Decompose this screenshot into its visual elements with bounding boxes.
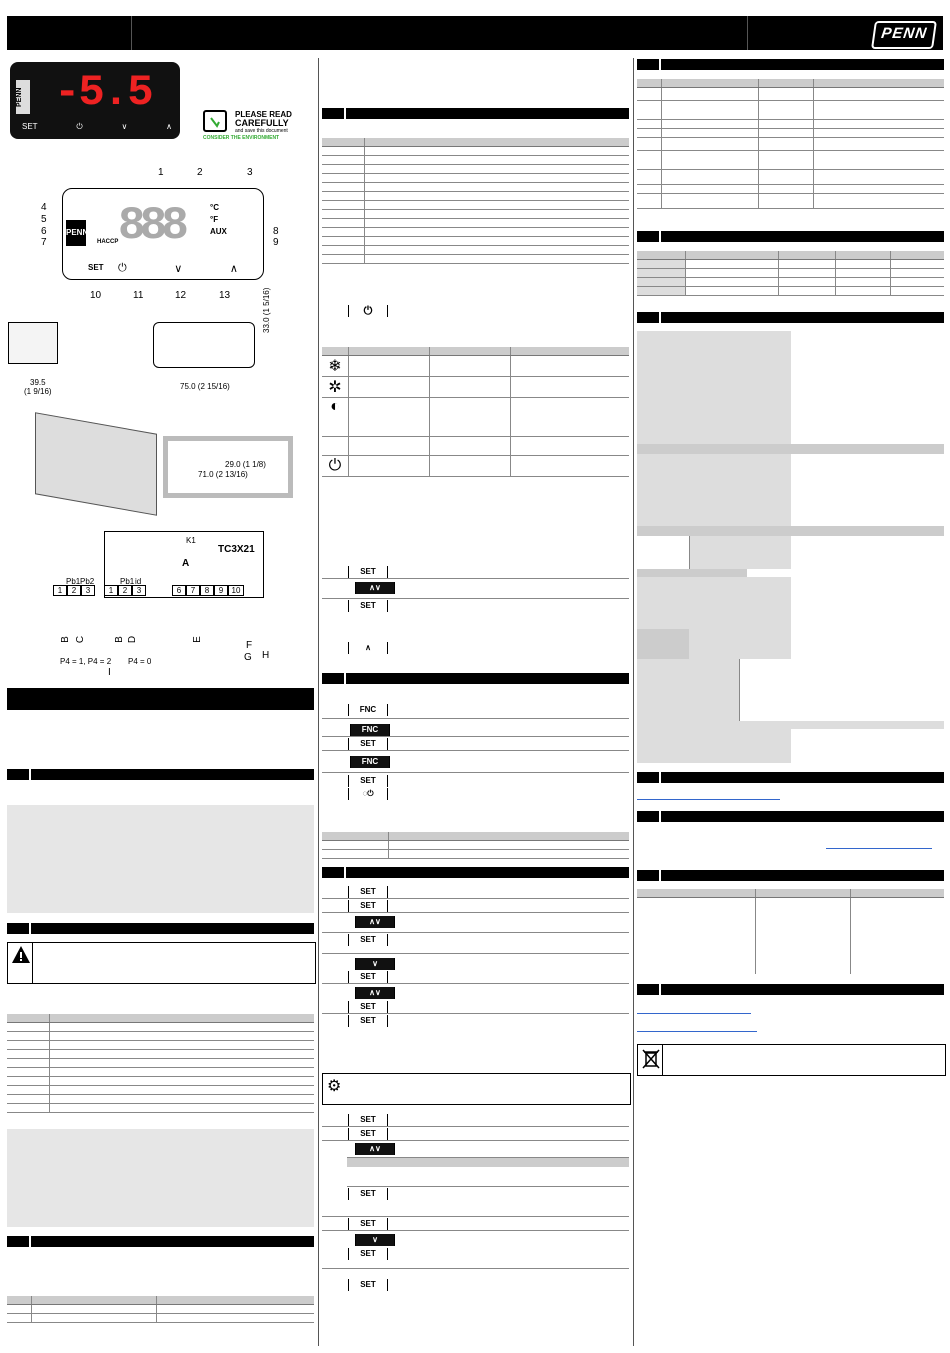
set-key-box: SET bbox=[348, 1001, 388, 1013]
set-key-box: SET bbox=[348, 1279, 388, 1291]
terminal: 3 bbox=[132, 585, 146, 596]
wire-label-b: B bbox=[59, 636, 71, 643]
section-header bbox=[637, 59, 944, 70]
callout-12: 12 bbox=[175, 290, 187, 301]
row-divider bbox=[322, 1230, 629, 1231]
power-icon: ⏻ bbox=[328, 457, 342, 474]
wire-label-g: G bbox=[244, 652, 252, 663]
panel-digits: 888 bbox=[118, 200, 183, 252]
display-photo bbox=[10, 62, 180, 139]
info-box bbox=[7, 805, 314, 913]
set-key-box: SET bbox=[348, 1114, 388, 1126]
gears-icon: ⚙ bbox=[327, 1078, 342, 1095]
snowflake-icon: ❄ bbox=[328, 358, 342, 375]
set-key-box: SET bbox=[348, 1248, 388, 1260]
callout-10: 10 bbox=[90, 290, 102, 301]
up-down-key-box: ∧∨ bbox=[355, 916, 395, 928]
callout-1: 1 bbox=[158, 167, 164, 178]
set-key-box: SET bbox=[348, 1188, 388, 1200]
led-reading: -5.5 bbox=[54, 68, 152, 118]
row-divider bbox=[322, 718, 629, 719]
model-label: TC3X21 bbox=[218, 544, 255, 555]
link-2[interactable] bbox=[826, 848, 932, 849]
set-key[interactable]: SET bbox=[22, 122, 38, 131]
warning-box bbox=[7, 942, 316, 984]
wire-label-f: F bbox=[246, 640, 253, 651]
height-dim-inch: (1 5/16) bbox=[262, 287, 271, 316]
terminal: 1 bbox=[104, 585, 118, 596]
terminal: 8 bbox=[200, 585, 214, 596]
unit-aux: AUX bbox=[210, 227, 227, 236]
read-line-4: CONSIDER THE ENVIRONMENT bbox=[203, 135, 280, 141]
row-divider bbox=[322, 750, 629, 751]
mid-table-1 bbox=[322, 138, 629, 264]
chevron-up-icon: ∧ bbox=[229, 263, 238, 275]
callout-5: 5 bbox=[41, 214, 47, 225]
read-line-3: and save this document bbox=[235, 128, 288, 134]
up-down-key-box: ∧∨ bbox=[355, 987, 395, 999]
wire-label-b2: B bbox=[113, 636, 125, 643]
photo-brand-badge: PENN bbox=[16, 80, 30, 114]
row-divider bbox=[322, 912, 629, 913]
row-divider bbox=[322, 598, 629, 599]
unit-fahrenheit: °F bbox=[210, 215, 219, 224]
header-divider bbox=[747, 16, 748, 50]
row-divider bbox=[322, 1140, 629, 1141]
section-header bbox=[637, 984, 944, 995]
terminal: 2 bbox=[118, 585, 132, 596]
panel-key-row bbox=[118, 262, 238, 275]
terminal: 6 bbox=[172, 585, 186, 596]
mounting-illustration bbox=[35, 412, 157, 516]
defrost-icon: ✲ bbox=[328, 379, 342, 396]
set-key-box: SET bbox=[348, 971, 388, 983]
callout-13: 13 bbox=[219, 290, 231, 301]
row-divider bbox=[322, 736, 629, 737]
up-down-key-box: ∧∨ bbox=[355, 1143, 395, 1155]
height-dim bbox=[262, 288, 271, 333]
up-key[interactable]: ∧ bbox=[166, 122, 172, 131]
section-header bbox=[7, 769, 314, 780]
cutout-width: 71.0 (2 13/16) bbox=[198, 470, 248, 479]
callout-2: 2 bbox=[197, 167, 203, 178]
callout-9: 9 bbox=[273, 237, 279, 248]
terminal: 3 bbox=[81, 585, 95, 596]
unit-celsius: °C bbox=[210, 203, 219, 212]
fnc-key-box: FNC bbox=[348, 704, 388, 716]
relay-label: K1 bbox=[186, 536, 196, 545]
front-view bbox=[153, 322, 255, 368]
down-key-box: ∨ bbox=[355, 958, 395, 970]
set-key-box: SET bbox=[348, 1128, 388, 1140]
read-line-1: PLEASE READ bbox=[235, 110, 292, 119]
section-header bbox=[637, 870, 944, 881]
depth-dim: 39.5 bbox=[30, 378, 46, 387]
warning-icon bbox=[11, 945, 31, 965]
lamp-power-key: ◌⏻ bbox=[348, 788, 388, 800]
row-divider bbox=[322, 1013, 629, 1014]
section-header bbox=[322, 108, 629, 119]
read-notice bbox=[203, 110, 303, 144]
side-view bbox=[8, 322, 58, 364]
header-bar bbox=[7, 16, 943, 50]
section-banner bbox=[7, 688, 314, 710]
wire-label-e: E bbox=[191, 636, 203, 643]
section-header bbox=[637, 811, 944, 822]
section-header bbox=[637, 772, 944, 783]
panel-brand-badge: PENN bbox=[66, 220, 86, 246]
depth-dim-inch: (1 9/16) bbox=[24, 387, 52, 396]
section-header bbox=[322, 673, 629, 684]
callout-6: 6 bbox=[41, 226, 47, 237]
terminal: 10 bbox=[228, 585, 244, 596]
section-header bbox=[637, 312, 944, 323]
set-key-box: SET bbox=[348, 738, 388, 750]
row-divider bbox=[322, 772, 629, 773]
probe-label-id: id bbox=[135, 577, 142, 586]
right-table-3 bbox=[637, 889, 944, 974]
down-key-box: ∨ bbox=[355, 1234, 395, 1246]
haccp-label: HACCP bbox=[97, 239, 119, 245]
set-key-box: SET bbox=[348, 600, 388, 612]
wiring-note-1: P4 = 1, P4 = 2 bbox=[60, 657, 112, 666]
param-subtable bbox=[347, 1157, 629, 1187]
probe-label-pb2: Pb2 bbox=[80, 577, 95, 586]
cutout-height: 29.0 (1 1/8) bbox=[225, 460, 266, 469]
set-key-box: SET bbox=[348, 900, 388, 912]
section-header bbox=[7, 923, 314, 934]
right-table-1 bbox=[637, 79, 944, 209]
set-key-box: SET bbox=[348, 934, 388, 946]
section-header bbox=[637, 231, 944, 242]
settings-note-box bbox=[322, 1073, 631, 1105]
set-key-box: SET bbox=[348, 775, 388, 787]
eco-icon: ◐ bbox=[330, 398, 340, 415]
power-key[interactable]: ⏻ bbox=[76, 122, 83, 131]
info-box bbox=[7, 1129, 314, 1227]
row-divider bbox=[322, 953, 629, 954]
set-key-box: SET bbox=[348, 1218, 388, 1230]
fnc-key-dark: FNC bbox=[350, 756, 390, 768]
disposal-box bbox=[637, 1044, 946, 1076]
set-key-box: SET bbox=[348, 886, 388, 898]
power-icon: ⏻ bbox=[118, 262, 127, 274]
terminal-group-1 bbox=[53, 585, 95, 596]
row-divider bbox=[322, 983, 629, 984]
terminal: 2 bbox=[67, 585, 81, 596]
fnc-key-dark: FNC bbox=[350, 724, 390, 736]
right-table-2 bbox=[637, 251, 944, 296]
wire-label-h: H bbox=[262, 650, 270, 661]
set-key-box: SET bbox=[348, 1015, 388, 1027]
read-line-2: CAREFULLY bbox=[235, 118, 289, 128]
callout-3: 3 bbox=[247, 167, 253, 178]
spec-table bbox=[637, 331, 944, 763]
callout-7: 7 bbox=[41, 237, 47, 248]
relay-terminal: A bbox=[182, 558, 190, 569]
header-divider bbox=[131, 16, 132, 50]
brand-logo: PENN bbox=[871, 21, 937, 49]
width-dim: 75.0 (2 15/16) bbox=[180, 382, 230, 391]
terminal-group-2 bbox=[104, 585, 146, 596]
link-1[interactable] bbox=[637, 799, 780, 800]
wire-label-c: C bbox=[75, 635, 87, 644]
row-divider bbox=[322, 1216, 629, 1217]
photo-keys bbox=[22, 122, 172, 132]
down-key[interactable]: ∨ bbox=[121, 122, 128, 131]
row-divider bbox=[322, 1268, 629, 1269]
recycle-bin-crossed-icon bbox=[642, 1048, 660, 1070]
left-table-1 bbox=[7, 1014, 314, 1113]
left-table-2 bbox=[7, 1296, 314, 1323]
section-header bbox=[7, 1236, 314, 1247]
row-divider bbox=[322, 898, 629, 899]
power-key-inline: ⏻ bbox=[348, 305, 388, 317]
probe-label-pb1: Pb1 bbox=[66, 577, 81, 586]
terminal: 1 bbox=[53, 585, 67, 596]
column-divider bbox=[318, 58, 319, 1346]
wiring-note-2: P4 = 0 bbox=[128, 657, 152, 666]
link-4[interactable] bbox=[637, 1031, 757, 1032]
section-header bbox=[322, 867, 629, 878]
link-3[interactable] bbox=[637, 1013, 751, 1014]
panel-set-key: SET bbox=[88, 263, 104, 272]
wire-label-d: D bbox=[127, 635, 139, 644]
up-key-inline: ∧ bbox=[348, 642, 388, 654]
up-down-key-box: ∧∨ bbox=[355, 582, 395, 594]
height-dim-mm: 33.0 bbox=[262, 317, 271, 333]
tablet-icon bbox=[203, 110, 229, 136]
mid-table-2 bbox=[322, 832, 629, 859]
set-key-box: SET bbox=[348, 566, 388, 578]
callout-8: 8 bbox=[273, 226, 279, 237]
row-divider bbox=[322, 932, 629, 933]
terminal-group-3 bbox=[172, 585, 244, 596]
callout-11: 11 bbox=[133, 290, 144, 301]
icon-table bbox=[322, 347, 629, 477]
chevron-down-icon: ∨ bbox=[174, 263, 183, 275]
callout-4: 4 bbox=[41, 202, 47, 213]
wire-label-i: I bbox=[108, 667, 111, 678]
probe-label-pb1b: Pb1 bbox=[120, 577, 135, 586]
terminal: 9 bbox=[214, 585, 228, 596]
column-divider bbox=[633, 58, 634, 1346]
row-divider bbox=[322, 1126, 629, 1127]
terminal: 7 bbox=[186, 585, 200, 596]
row-divider bbox=[322, 578, 629, 579]
